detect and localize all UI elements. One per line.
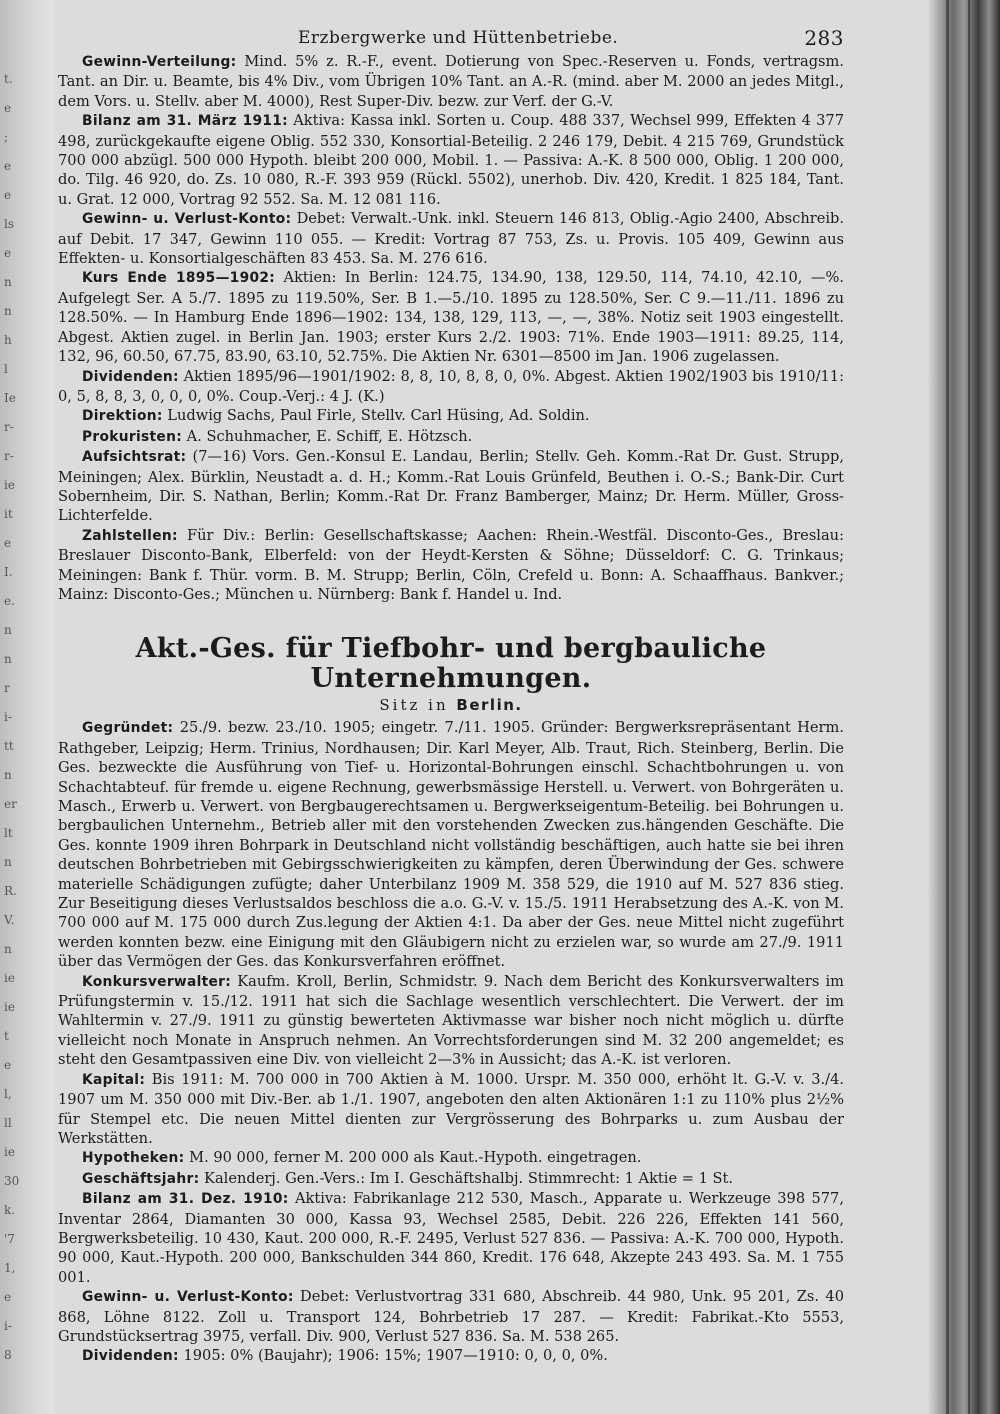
gutter-fragment: l, [4, 1087, 12, 1101]
gutter-fragment: t [4, 1029, 9, 1043]
gutter-fragment: ll [4, 1116, 12, 1130]
entry-text: 25./9. bezw. 23./10. 1905; eingetr. 7./11. 1905. Gründer: Bergwerksrepräsentant Herm. Rathgeber, Leipzig; Herm. Trinius, Nordhausen; Dir. Karl Meyer, Alb. Traut, Rich. Steinberg, Berlin. Die Ges. bezweckte die Ausführung von Tief- u. Horizontal-Bohrungen einschl. Schachtbohrungen u. von Schachtabteuf. für fremde u. eigene Rechnung, gewerbsmässige Herstell. u. Verwert. von Bohrgeräten u. Masch., Erwerb u. Verwert. von Bergbaugerechtsamen u. Bergwerkseigentum-Beteilig. bei Bohrungen u. bergbaulichen Unternehm., Betrieb aller mit den vorstehenden Zwecken zus.hängenden Geschäfte. Die Ges. konnte 1909 ihren Bohrpark in Deutschland nicht vollständig beschäftigen, auch hatte sie bei ihren deutschen Bohrbetrieben mit Gebirgsschwierigkeiten zu kämpfen, deren Überwindung der Ges. schwere materielle Schädigungen zufügte; daher Unterbilanz 1909 M. 358 529, die 1910 auf M. 527 836 stieg. Zur Beseitigung dieses Verlustsaldos beschloss die a.o. G.-V. v. 15./5. 1911 Herabsetzung des A.-K. von M. 700 000 auf M. 175 000 durch Zus.legung der Aktien 4:1. Da aber der Ges. neue Mittel nicht zugeführt werden konnten bezw. eine Einigung mit den Gläubigern nicht zu erzielen war, so wurde am 27./9. 1911 über das Vermögen der Ges. das Konkursverfahren eröffnet. [58, 719, 844, 971]
entry-text: Kalenderj. Gen.-Vers.: Im I. Geschäftshalbj. Stimmrecht: 1 Aktie = 1 St. [199, 1169, 734, 1187]
gutter-fragment: 30 [4, 1174, 20, 1188]
entry-text: Aktien: In Berlin: 124.75, 134.90, 138, 129.50, 114, 74.10, 42.10, —%. Aufgelegt Ser. A 5./7. 1895 zu 119.50%, Ser. B 1.—5./10. 1895 zu 128.50%, Ser. C 9.—11./11. 1896 zu 128.50%. — In Hamburg Ende 1896—1902: 134, 138, 129, 113, —, —, 38%. Notiz seit 1903 eingestellt. Abgest. Aktien zugel. in Berlin Jan. 1903; erster Kurs 2./2. 1903: 71%. Ende 1903—1911: 89.25, 114, 132, 96, 60.50, 67.75, 83.90, 63.10, 52.75%. Die Aktien Nr. 6301—8500 im Jan. 1906 zugelassen. [58, 269, 844, 366]
entry-paragraph [58, 1189, 844, 1287]
gutter-fragment: tt [4, 739, 14, 753]
gutter-fragment: e [4, 536, 12, 550]
gutter-fragment: ie [4, 478, 15, 492]
article-title: Akt.-Ges. für Tiefbohr- und bergbauliche Unternehmungen. [135, 633, 767, 695]
entry-text: Bis 1911: M. 700 000 in 700 Aktien à M. 1000. Urspr. M. 350 000, erhöht lt. G.-V. v. 3./4. 1907 um M. 350 000 mit Div.-Ber. ab 1./1. 1907, angeboten den alten Aktionären 1:1 zu 110% plus 2½% für Stempel etc. Die neuen Mittel dienten zur Vergrösserung des Bohrparks u. zum Ausbau der Werkstätten. [58, 1070, 844, 1147]
book-page [58, 24, 844, 1367]
entry-text: Debet: Verwalt.-Unk. inkl. Steuern 146 813, Oblig.-Agio 2400, Abschreib. auf Debit. 17 347, Gewinn 110 055. — Kredit: Vortrag 87 753, Zs. u. Provis. 105 409, Gewinn aus Effekten- u. Konsortialgeschäften 83 453. Sa. M. 276 616. [58, 210, 844, 268]
entry-label: Gegründet: [82, 720, 174, 737]
entry-text: Für Div.: Berlin: Gesellschaftskasse; Aachen: Rhein.-Westfäl. Disconto-Ges., Breslau: Breslauer Disconto-Bank, Elberfeld: von der Heydt-Kersten & Söhne; Düsseldorf: C. G. Trinkaus; Meiningen: Bank f. Thür. vorm. B. M. Strupp; Berlin, Cöln, Crefeld u. Bonn: A. Schaaffhaus. Bankver.; Mainz: Disconto-Ges.; München u. Nürnberg: Bank f. Handel u. Ind. [58, 526, 844, 603]
gutter-fragment: lt [4, 826, 13, 840]
gutter-fragment: it [4, 507, 13, 521]
gutter-fragment: I. [4, 565, 13, 579]
entry-paragraph [58, 268, 844, 366]
gutter-fragment: er [4, 797, 17, 811]
gutter-fragment: t. [4, 72, 13, 86]
gutter-fragment: n [4, 652, 12, 666]
entry-label: Geschäftsjahr: [82, 1170, 200, 1187]
entry-label: Hypotheken: [82, 1150, 185, 1167]
entry-label: Gewinn- u. Verlust-Konto: [82, 1289, 294, 1306]
entry-text: Aktiva: Kassa inkl. Sorten u. Coup. 488 337, Wechsel 999, Effekten 4 377 498, zurückgekaufte eigene Oblig. 552 330, Konsortial-Beteilig. 2 246 179, Debit. 4 215 769, Grundstück 700 000 abzügl. 500 000 Hypoth. bleibt 200 000, Mobil. 1. — Passiva: A.-K. 8 500 000, Oblig. 1 200 000, do. Tilg. 46 920, do. Zs. 10 080, R.-F. 393 959 (Rückl. 5502), unerhob. Div. 420, Kredit. 1 825 184, Tant. u. Grat. 12 000, Vortrag 92 552. Sa. M. 12 081 116. [58, 112, 845, 208]
entry-label: Dividenden: [82, 368, 179, 385]
entry-text: Ludwig Sachs, Paul Firle, Stellv. Carl Hüsing, Ad. Soldin. [162, 407, 590, 425]
gutter-fragment: n [4, 304, 12, 318]
gutter-fragment: ls [4, 217, 14, 231]
gutter-fragment: k. [4, 1203, 16, 1217]
entry-paragraph [58, 447, 844, 526]
entry-label: Aufsichtsrat: [82, 449, 187, 466]
entry-label: Dividenden: [82, 1348, 179, 1365]
entry-text: Debet: Verlustvortrag 331 680, Abschreib. 44 980, Unk. 95 201, Zs. 40 868, Löhne 8122. Zoll u. Transport 124, Bohrbetrieb 17 287. — Kredit: Fabrikat.-Kto 5553, Grundstücksertrag 3975, verfall. Div. 900, Verlust 527 836. Sa. M. 538 265. [58, 1288, 844, 1345]
entry-text: Aktiva: Fabrikanlage 212 530, Masch., Apparate u. Werkzeuge 398 577, Inventar 2864, Diamanten 30 000, Kassa 93, Wechsel 2585, Debit. 226 226, Effekten 141 560, Bergwerksbeteilig. 10 430, Kaut. 200 000, R.-F. 2495, Verlust 527 836. — Passiva: A.-K. 700 000, Hypoth. 90 000, Kaut.-Hypoth. 200 000, Bankschulden 344 860, Kredit. 176 648, Akzepte 243 493. Sa. M. 1 755 001. [58, 1190, 844, 1286]
entry-paragraph [58, 1169, 844, 1189]
gutter-fragment: e [4, 1290, 12, 1304]
gutter-fragment: 8 [4, 1348, 12, 1362]
gutter-fragment: ; [4, 130, 9, 144]
gutter-fragment: h [4, 333, 12, 347]
gutter-fragment: n [4, 855, 12, 869]
gutter-fragment: n [4, 275, 12, 289]
entry-paragraph [58, 718, 844, 971]
gutter-fragment: V. [4, 913, 15, 927]
gutter-fragment: n [4, 768, 12, 782]
entry-text: 1905: 0% (Baujahr); 1906: 15%; 1907—1910: 0, 0, 0, 0%. [178, 1347, 608, 1365]
gutter-fragment: n [4, 942, 12, 956]
entry-label: Direktion: [82, 408, 163, 425]
gutter-fragment: e [4, 101, 12, 115]
entry-paragraph [58, 1148, 844, 1168]
entry-label: Zahlstellen: [82, 527, 178, 544]
seat-prefix: Sitz in [379, 696, 449, 715]
left-page-gutter [0, 0, 54, 1414]
gutter-fragment: e [4, 1058, 12, 1072]
book-spine-shadow [928, 0, 1000, 1414]
gutter-fragment: R. [4, 884, 17, 898]
gutter-fragment: l [4, 362, 8, 376]
entry-paragraph [58, 1287, 844, 1346]
gutter-fragment: e [4, 246, 12, 260]
gutter-fragment: '7 [4, 1232, 15, 1246]
entry-paragraph [58, 1070, 844, 1149]
gutter-fragment: 1, [4, 1261, 16, 1275]
gutter-fragment: ie [4, 1000, 15, 1014]
entry-paragraph [58, 427, 844, 447]
entry-label: Kurs Ende 1895—1902: [82, 270, 276, 287]
entry-paragraph [58, 52, 844, 111]
seat-city: Berlin. [456, 696, 523, 715]
entry-paragraph [58, 1346, 844, 1366]
entry-label: Gewinn- u. Verlust-Konto: [82, 211, 292, 228]
gutter-fragment: r [4, 681, 10, 695]
gutter-fragment: ie [4, 1145, 15, 1159]
entry-label: Konkursverwalter: [82, 973, 232, 990]
running-title: Erzbergwerke und Hüttenbetriebe. [298, 28, 619, 48]
entry-paragraph [58, 367, 844, 407]
entry-label: Bilanz am 31. März 1911: [82, 113, 288, 130]
entry-text: Mind. 5% z. R.-F., event. Dotierung von Spec.-Reserven u. Fonds, vertragsm. Tant. an Dir. u. Beamte, bis 4% Div., vom Übrigen 10% Tant. an A.-R. (mind. aber M. 2000 an jedes Mitgl., dem Vors. u. Stellv. aber M. 4000), Rest Super-Div. bezw. zur Verf. der G.-V. [58, 53, 844, 110]
entry-paragraph [58, 209, 844, 268]
entry-paragraph [58, 406, 844, 426]
article-entry-section [58, 718, 844, 1366]
entry-text: Kaufm. Kroll, Berlin, Schmidstr. 9. Nach dem Bericht des Konkursverwalters im Prüfungstermin v. 15./12. 1911 hat sich die Sachlage wesentlich verschlechtert. Die Verwert. der im Wahltermin v. 27./9. 1911 zu günstig bewerteten Aktivmasse war bisher noch nicht möglich u. dürfte vielleicht noch Monate in Anspruch nehmen. An Vorrechtsforderungen sind M. 32 200 angemeldet; es steht den Gesamtpassiven eine Div. von vielleicht 2—3% in Aussicht; das A.-K. ist verloren. [58, 972, 844, 1069]
entry-label: Gewinn-Verteilung: [82, 54, 237, 70]
entry-paragraph [58, 526, 844, 605]
gutter-fragment: i- [4, 710, 12, 724]
gutter-fragment: r- [4, 420, 14, 434]
page-number: 283 [804, 26, 844, 50]
gutter-fragment: e [4, 188, 12, 202]
entry-paragraph [58, 972, 844, 1070]
entry-paragraph [58, 111, 844, 209]
entry-text: A. Schuhmacher, E. Schiff, E. Hötzsch. [182, 427, 473, 445]
entry-label: Kapital: [82, 1071, 146, 1088]
entry-text: Aktien 1895/96—1901/1902: 8, 8, 10, 8, 8, 0, 0%. Abgest. Aktien 1902/1903 bis 1910/11: 0, 5, 8, 8, 3, 0, 0, 0, 0%. Coup.-Verj.: 4 J. (K.) [58, 367, 844, 405]
gutter-fragment: r- [4, 449, 14, 463]
company-entry-section [58, 52, 844, 604]
running-header [58, 24, 844, 52]
gutter-fragment: e [4, 159, 12, 173]
gutter-fragment: n [4, 623, 12, 637]
entry-text: (7—16) Vors. Gen.-Konsul E. Landau, Berlin; Stellv. Geh. Komm.-Rat Dr. Gust. Strupp, Meiningen; Alex. Bürklin, Neustadt a. d. H.; Komm.-Rat Louis Grünfeld, Beuthen i. O.-S.; Bank-Dir. Curt Sobernheim, Dir. S. Nathan, Berlin; Komm.-Rat Dr. Franz Bamberger, Mainz; Dr. Herm. Müller, Gross-Lichterfelde. [58, 448, 844, 525]
gutter-fragment: i- [4, 1319, 12, 1333]
gutter-fragment: ie [4, 971, 15, 985]
entry-text: M. 90 000, ferner M. 200 000 als Kaut.-Hypoth. eingetragen. [184, 1149, 642, 1167]
gutter-fragment: e. [4, 594, 15, 608]
entry-label: Prokuristen: [82, 428, 183, 445]
gutter-fragment: Ie [4, 391, 16, 405]
article-seat [58, 696, 844, 714]
entry-label: Bilanz am 31. Dez. 1910: [82, 1191, 289, 1208]
